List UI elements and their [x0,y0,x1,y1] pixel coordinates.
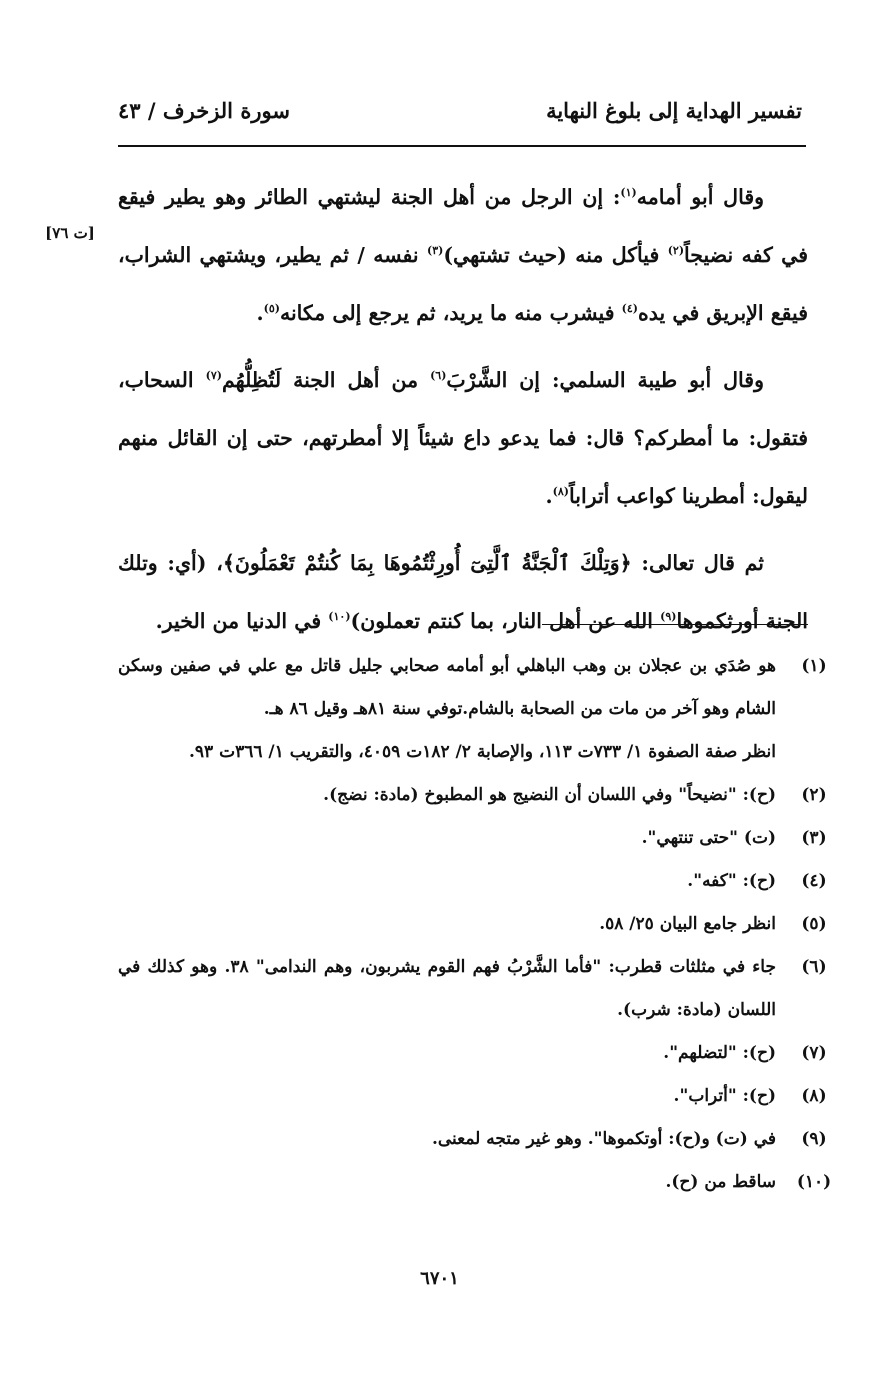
running-header [118,98,802,138]
footnote-2 [118,774,840,817]
paragraph-abu-umama [118,168,808,342]
text-span: . [256,301,264,325]
footnote-ref-4[interactable]: (٤) [621,302,639,316]
page-number: ٦٧٠١ [420,1268,459,1289]
footnote-number: (٩) [801,1129,827,1149]
footnote-ref-5[interactable]: (٥) [263,302,280,316]
text-span: ، (أي: وتلك الجنة أورثكموها [118,551,808,633]
text-span: من أهل الجنة لَتُظِلُّهُم [221,368,431,392]
footnote-text: (ح): "لتضلهم". [663,1043,776,1063]
text-span: الله عن أهل النار، بما كنتم تعملون) [350,609,661,633]
footnote-8 [118,1075,840,1118]
footnote-4 [118,860,840,903]
surah-page-label: سورة الزخرف / ٤٣ [118,98,290,123]
footnote-text: (ح): "أتراب". [673,1086,776,1106]
footnote-ref-10[interactable]: (١٠) [328,610,351,624]
footnote-9 [118,1118,840,1161]
quran-verse: ﴿وَتِلْكَ ٱلْجَنَّةُ ٱلَّتِىٓ أُورِثْتُمُوهَا بِمَا كُنتُمْ تَعْمَلُونَ﴾ [222,551,632,575]
text-span: نفسه / ثم يطير، ويشتهي الشراب، فيقع الإبريق في يده [118,243,808,325]
text-span: . [545,484,553,508]
footnote-text: جاء في مثلثات قطرب: "فأما الشَّرْبُ فهم القوم يشربون، وهم الندامى" ٣٨. وهو كذلك في اللسان (مادة: شرب). [118,957,776,1020]
text-span: السحاب، فتقول: ما أمطركم؟ قال: فما يدعو داع شيئاً إلا أمطرتهم، حتى إن القائل منهم ليقول: أمطرينا كواعب أتراباً [118,368,808,508]
footnotes [118,645,840,1204]
footnote-ref-7[interactable]: (٧) [205,369,222,383]
footnote-number: (٦) [801,957,827,977]
footnote-number: (١) [801,656,827,676]
text-span: وقال أبو أمامه [636,185,765,209]
footnote-text: انظر صفة الصفوة ١/ ٧٣٣ت ١١٣، والإصابة ٢/ ١٨٢ت ٤٠٥٩، والتقريب ١/ ٣٦٦ت ٩٣. [188,742,776,762]
footnote-ref-8[interactable]: (٨) [552,485,570,499]
text-span: في الدنيا من الخير. [155,609,329,633]
header-divider [118,145,806,147]
paragraph-quran-verse [118,534,808,650]
footnote-number: (٢) [801,785,827,805]
book-title: تفسير الهداية إلى بلوغ النهاية [546,98,802,123]
footnote-6 [118,946,840,1032]
margin-manuscript-note: [ت ٧٦] [45,224,95,242]
footnote-10 [118,1161,840,1204]
footnote-text: هو صُدَي بن عجلان بن وهب الباهلي أبو أمامه صحابي جليل قاتل مع علي في صفين وسكن الشام وهو آخر من مات من الصحابة بالشام.توفي سنة ٨١هـ وقيل ٨٦ هـ. [118,656,776,719]
footnote-text: في (ت) و(ح): أوتكموها". وهو غير متجه لمعنى. [431,1129,776,1149]
footnote-1 [118,645,840,774]
footnote-ref-1[interactable]: (١) [620,186,637,200]
footnote-number: (١٠) [796,1172,832,1192]
footnote-number: (٧) [801,1043,827,1063]
footnote-text: (ح): "نضيحاً" وفي اللسان أن النضيج هو المطبوخ (مادة: نضج). [323,785,776,805]
footnote-number: (٨) [801,1086,827,1106]
footnote-ref-3[interactable]: (٣) [426,244,444,258]
footnote-number: (٥) [801,914,827,934]
footnote-ref-6[interactable]: (٦) [430,369,447,383]
paragraph-abu-tayba [118,351,808,525]
text-span: فيأكل منه (حيث تشتهي) [443,243,668,267]
text-span: وقال أبو طيبة السلمي: إن الشَّرْبَ [446,368,765,392]
text-span: ثم قال تعالى: [631,551,764,575]
footnote-7 [118,1032,840,1075]
footnote-divider [542,624,808,625]
footnote-ref-9[interactable]: (٩) [660,610,677,624]
footnote-text: (ت) "حتى تنتهي". [641,828,776,848]
footnote-ref-2[interactable]: (٢) [667,244,685,258]
text-span: فيشرب منه ما يريد، ثم يرجع إلى مكانه [279,301,622,325]
footnote-text: (ح): "كفه". [687,871,776,891]
footnote-3 [118,817,840,860]
footnote-text: ساقط من (ح). [665,1172,776,1192]
footnote-number: (٣) [801,828,827,848]
footnote-number: (٤) [801,871,827,891]
footnote-text: انظر جامع البيان ٢٥/ ٥٨. [599,914,776,934]
text-span: : إن الرجل من أهل الجنة ليشتهي الطائر وهو يطير فيقع في كفه نضيجاً [118,185,808,267]
footnote-5 [118,903,840,946]
main-text [118,168,808,659]
